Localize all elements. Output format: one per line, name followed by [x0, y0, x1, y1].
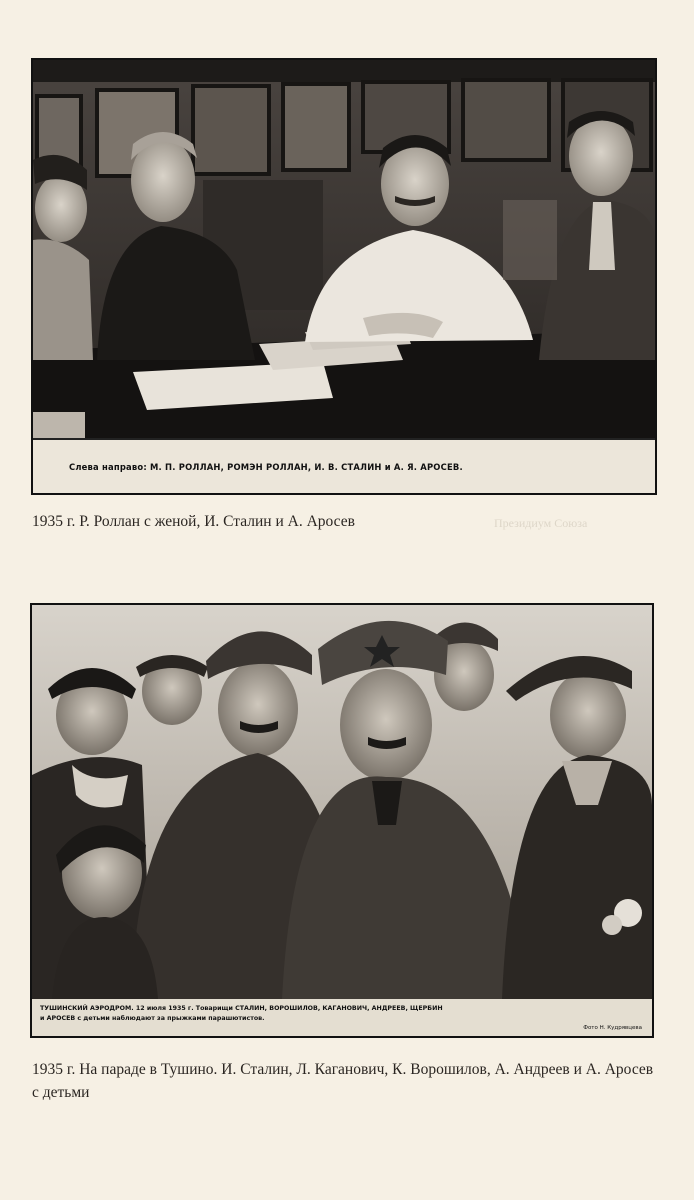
photo-caption: 1935 г. На параде в Тушино. И. Сталин, Л. Каганович, К. Ворошилов, А. Андреев и А. Аросев с детьми — [32, 1061, 654, 1101]
photo-tushino-parade — [30, 603, 654, 1038]
photo-rolland-stalin-strip — [33, 438, 655, 493]
photo-rolland-stalin — [31, 58, 657, 495]
photo-credit: Фото Н. Кудрявцева — [583, 1025, 642, 1031]
photo-tushino-parade-image — [32, 605, 652, 999]
bleed-through-text: Президиум Союза — [494, 516, 588, 530]
photo-caption: 1935 г. Р. Роллан с женой, И. Сталин и А. Аросев — [32, 513, 355, 530]
photo-strip-line-1: ТУШИНСКИЙ АЭРОДРОМ. 12 июля 1935 г. Товарищи СТАЛИН, ВОРОШИЛОВ, КАГАНОВИЧ, АНДРЕЕВ, ЩЕРБИН — [40, 1005, 443, 1012]
photo-tushino-parade-strip — [32, 999, 652, 1036]
photo-strip-text: Слева направо: М. П. РОЛЛАН, РОМЭН РОЛЛАН, И. В. СТАЛИН и А. Я. АРОСЕВ. — [69, 461, 463, 472]
photo-rolland-stalin-image — [33, 60, 655, 438]
photo-strip-line-2: и АРОСЕВ с детьми наблюдают за прыжками парашютистов. — [40, 1015, 265, 1022]
